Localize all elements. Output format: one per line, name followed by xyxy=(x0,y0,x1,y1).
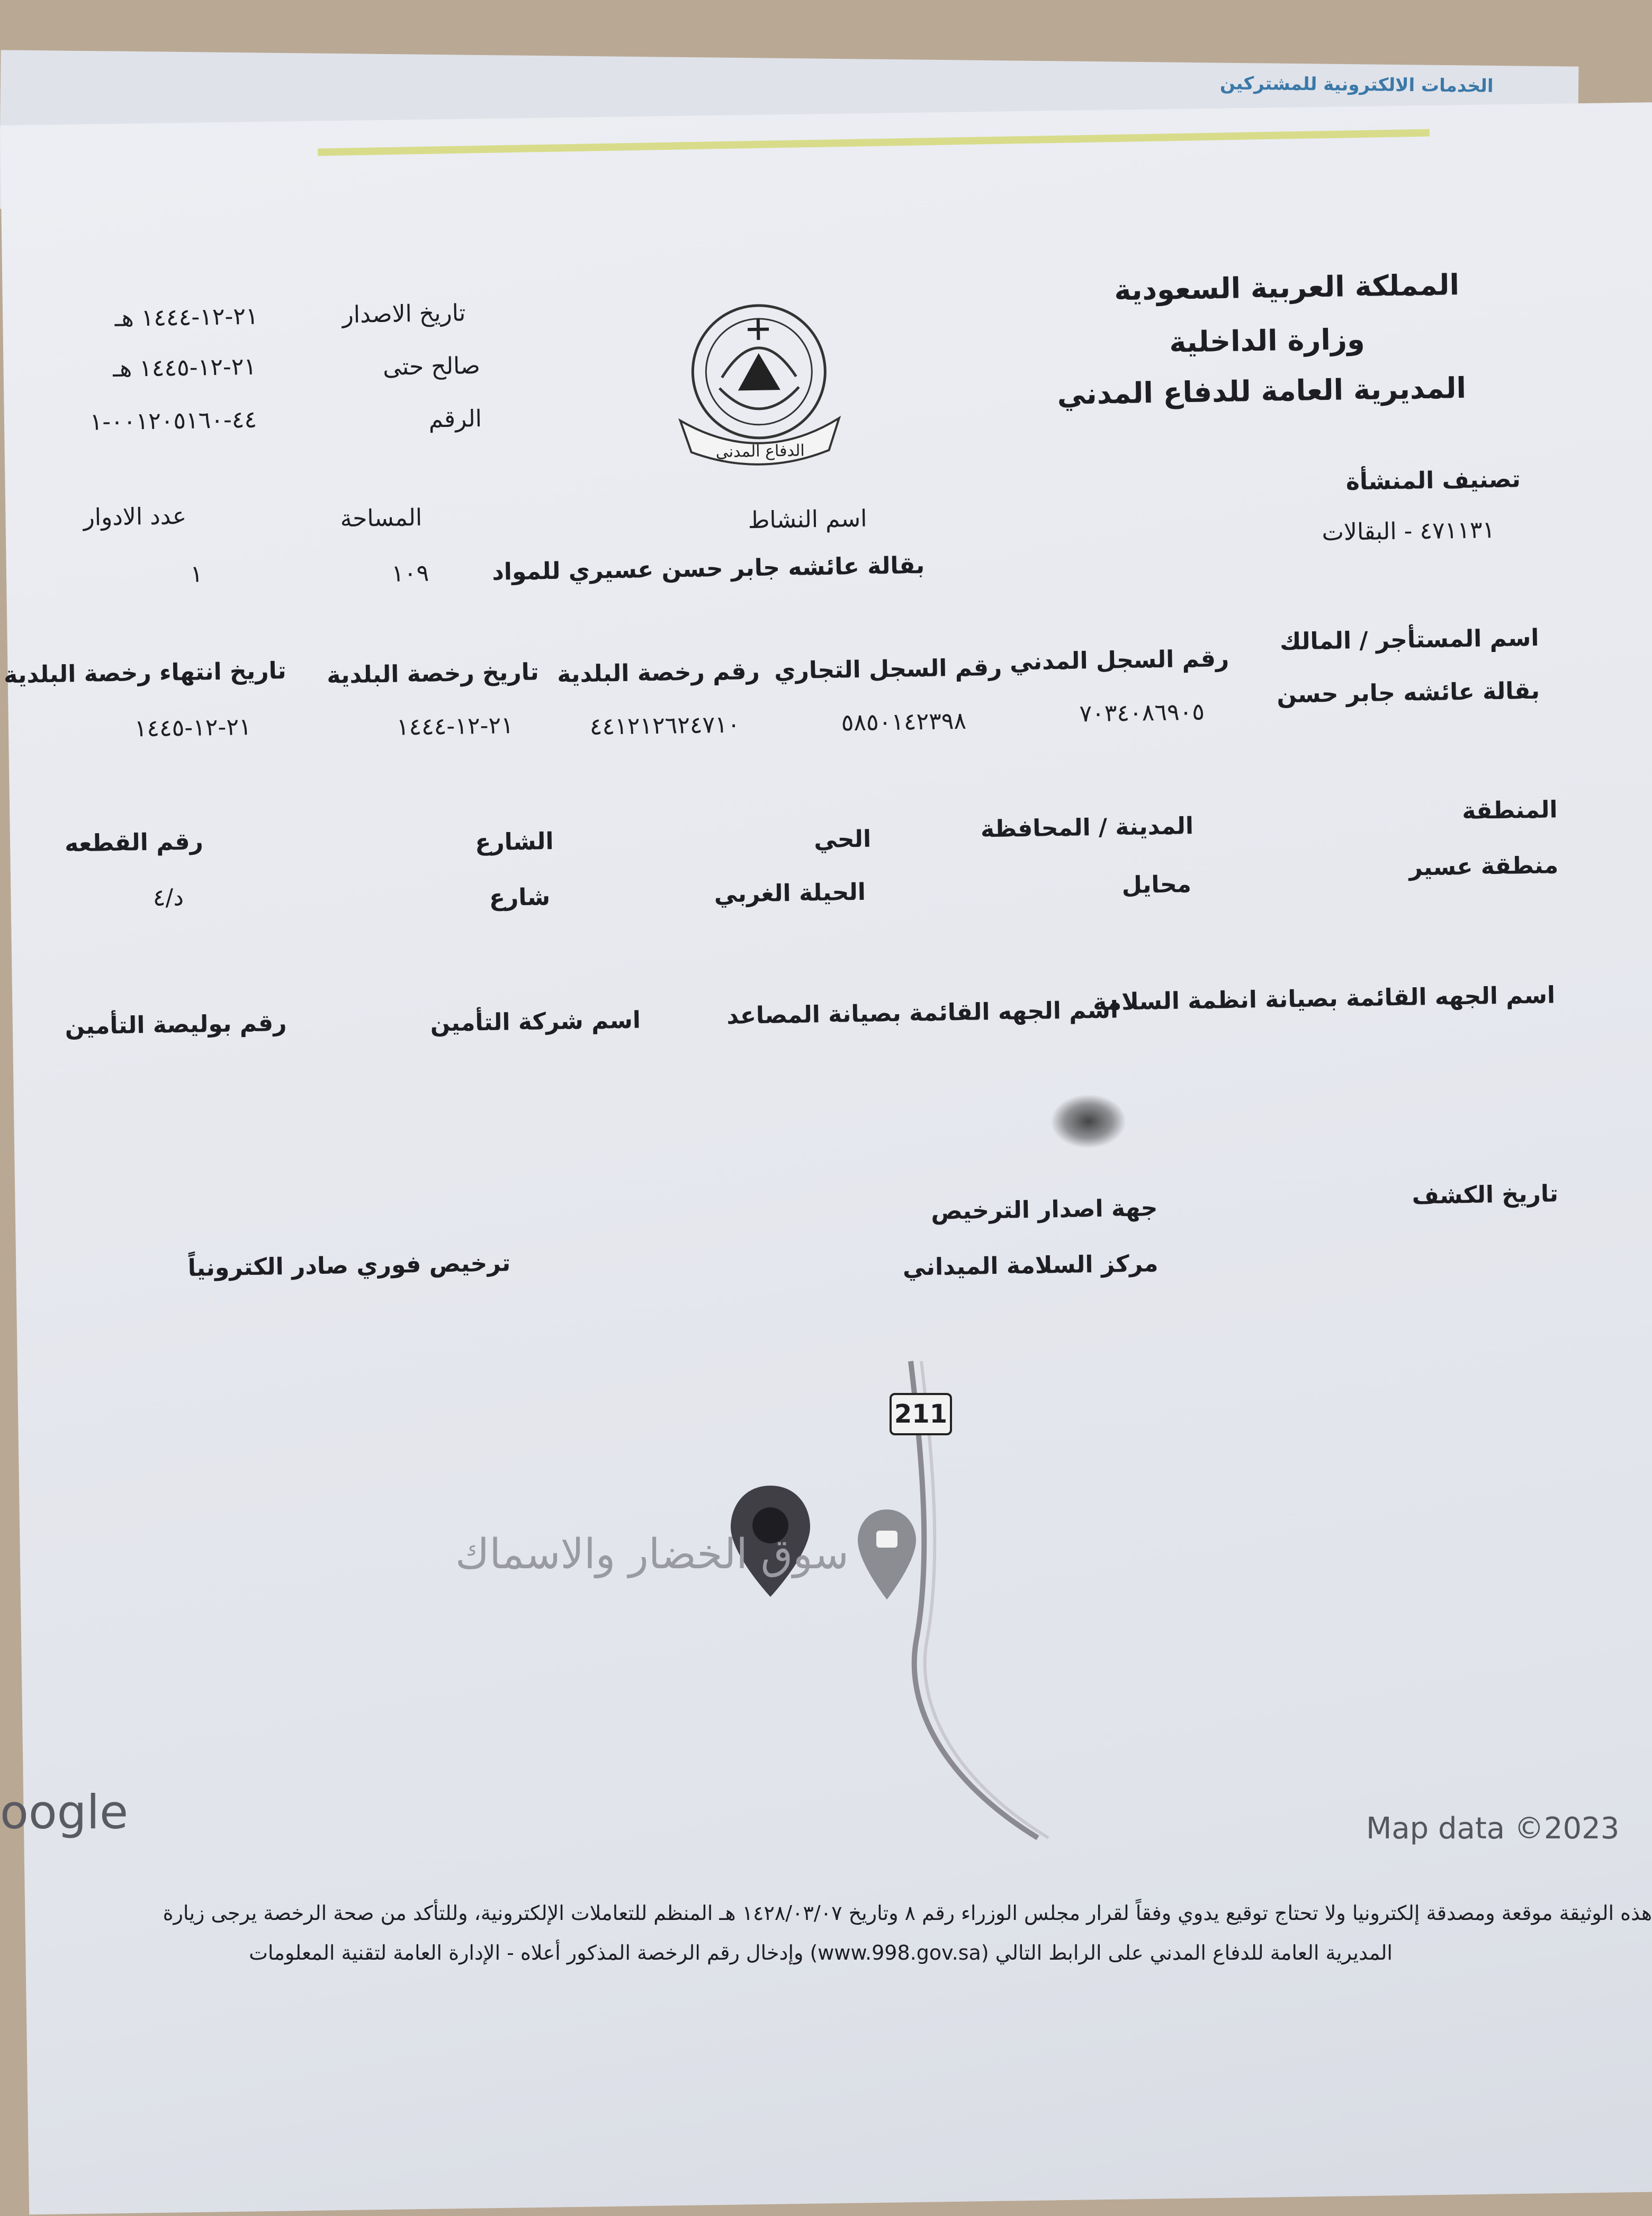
city-value: محايل xyxy=(1121,871,1192,899)
license-type: ترخيص فوري صادر الكترونياً xyxy=(187,1249,511,1282)
floors-value: ١ xyxy=(190,560,203,588)
municipal-license-value: ٤٤١٢١٢٦٢٤٧١٠ xyxy=(589,711,740,740)
region-label: المنطقة xyxy=(1461,796,1558,825)
plot-value: د/٤ xyxy=(152,884,184,912)
commercial-reg-value: ٥٨٥٠١٤٢٣٩٨ xyxy=(841,707,967,737)
insurer-label: اسم شركة التأمين xyxy=(430,1006,641,1037)
license-number-value: ٤٤-٠٠١٢٠٥١٦٠-١ xyxy=(89,406,257,436)
inspection-date-label: تاريخ الكشف xyxy=(1412,1180,1559,1210)
stamp-mark xyxy=(1051,1094,1126,1148)
elevator-maintainer-label: اسم الجهه القائمة بصيانة المصاعد xyxy=(726,996,1119,1030)
area-value: ١٠٩ xyxy=(391,559,429,587)
ministry-name: وزارة الداخلية xyxy=(1169,322,1366,359)
commercial-reg-label: رقم السجل التجاري xyxy=(774,654,1002,685)
civil-reg-label: رقم السجل المدني xyxy=(1009,645,1229,676)
valid-until-label: صالح حتى xyxy=(382,352,481,381)
route-211-badge: 211 xyxy=(890,1393,952,1435)
municipal-license-label: رقم رخصة البلدية xyxy=(556,657,760,688)
district-value: الحيلة الغربي xyxy=(714,878,866,908)
number-label: الرقم xyxy=(428,405,482,433)
emblem-label: الدفاع المدني xyxy=(715,441,805,462)
municipal-date-value: ٢١-١٢-١٤٤٤ xyxy=(396,712,514,741)
issue-date-label: تاريخ الاصدار xyxy=(342,299,466,329)
municipal-expiry-value: ٢١-١٢-١٤٤٥ xyxy=(134,713,252,743)
location-map xyxy=(371,1345,1165,1875)
plot-label: رقم القطعه xyxy=(64,828,204,857)
safety-maintainer-label: اسم الجهه القائمة بصيانة انظمة السلامة xyxy=(1092,981,1556,1016)
street-value: شارع xyxy=(489,883,551,912)
municipal-expiry-label: تاريخ انتهاء رخصة البلدية xyxy=(3,657,286,689)
area-label: المساحة xyxy=(340,504,423,533)
owner-name-value: بقالة عائشه جابر حسن xyxy=(1277,677,1540,709)
civil-defense-emblem xyxy=(662,296,856,474)
google-logo: oogle xyxy=(0,1785,129,1839)
map-copyright: Map data ©2023 xyxy=(1366,1811,1620,1846)
classification-label: تصنيف المنشأة xyxy=(1345,466,1521,496)
municipal-date-label: تاريخ رخصة البلدية xyxy=(326,658,540,689)
owner-name-label: اسم المستأجر / المالك xyxy=(1279,624,1539,656)
issue-date-value: ٢١-١٢-١٤٤٤ هـ xyxy=(114,302,258,332)
issuer-label: جهة اصدار الترخيص xyxy=(930,1194,1158,1225)
footer-line-2: المديرية العامة للدفاع المدني على الرابط التالي (www.998.gov.sa) وإدخال رقم الرخصة المذكور أعلاه - الإدارة العامة لتقنية المعلومات xyxy=(249,1941,1393,1964)
street-label: الشارع xyxy=(474,828,554,856)
eservices-strip: الخدمات الالكترونية للمشتركين xyxy=(1219,73,1494,97)
issuer-value: مركز السلامة الميداني xyxy=(902,1250,1159,1281)
classification-value: ٤٧١١٣١ - البقالات xyxy=(1322,516,1495,547)
activity-value: بقالة عائشه جابر حسن عسيري للمواد xyxy=(491,551,925,586)
city-label: المدينة / المحافظة xyxy=(980,812,1194,843)
country-name: المملكة العربية السعودية xyxy=(1114,268,1460,307)
policy-number-label: رقم بوليصة التأمين xyxy=(65,1009,287,1040)
directorate-name: المديرية العامة للدفاع المدني xyxy=(1057,371,1467,411)
floors-label: عدد الادوار xyxy=(83,502,187,531)
map-place-name: سوق الخضار والاسماك xyxy=(455,1531,849,1578)
valid-until-value: ٢١-١٢-١٤٤٥ هـ xyxy=(112,353,257,382)
shop-pin-icon xyxy=(858,1509,916,1602)
footer-line-1: هذه الوثيقة موقعة ومصدقة إلكترونيا ولا تحتاج توقيع يدوي وفقاً لقرار مجلس الوزراء رقم ٨ وتاريخ ١٤٢٨/٠٣/٠٧ هـ المنظم للتعاملات الإلكترونية، وللتأكد من صحة الرخصة يرجى زيارة xyxy=(163,1901,1652,1925)
civil-reg-value: ٧٠٣٤٠٨٦٩٠٥ xyxy=(1079,698,1205,728)
district-label: الحي xyxy=(813,825,872,854)
activity-label: اسم النشاط xyxy=(748,505,867,534)
region-value: منطقة عسير xyxy=(1408,852,1559,881)
